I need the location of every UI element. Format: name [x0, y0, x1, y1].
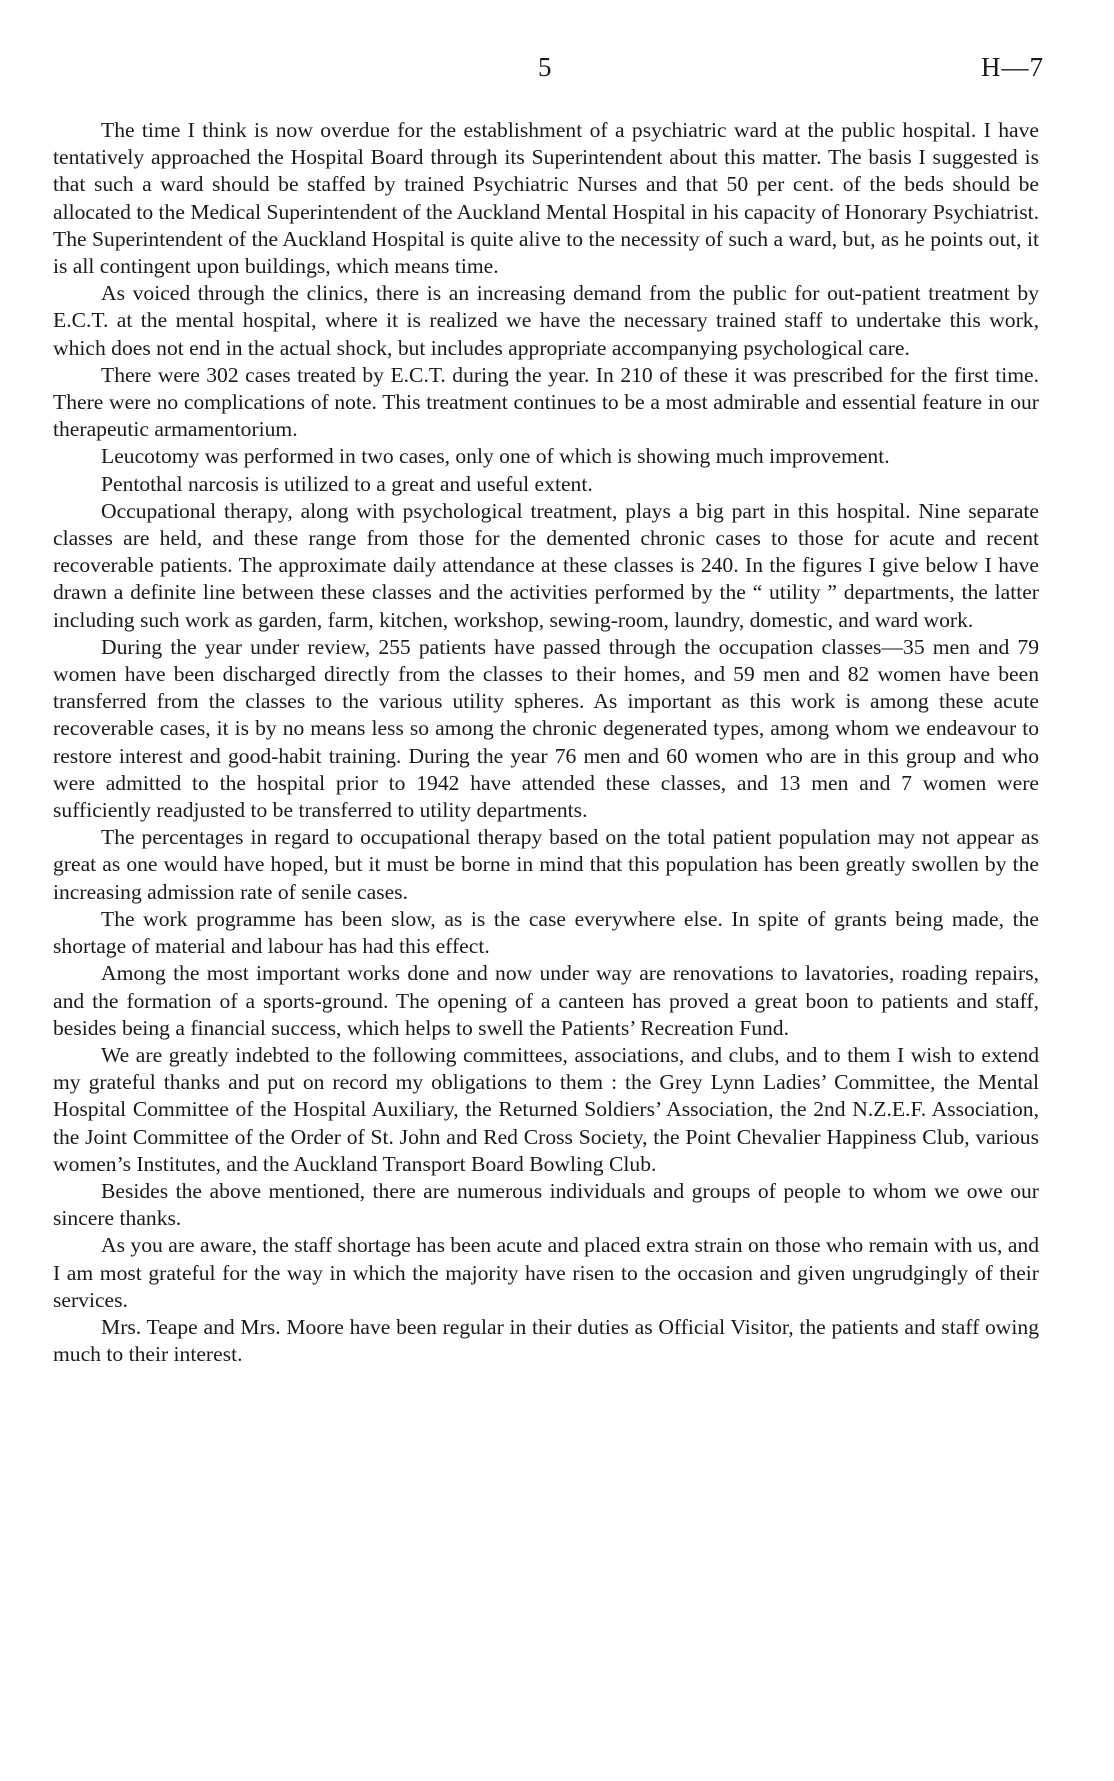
paragraph-ect-outpatient: As voiced through the clinics, there is an increasing demand from the public for out-patient treatment by E.C.T. at the mental hospital, where it is realized we have the necessary trained staff to undertake this work, which does not end in the actual shock, but includes appropriate accompanying psychological care.: [53, 281, 1039, 360]
paragraph-ect-cases: There were 302 cases treated by E.C.T. during the year. In 210 of these it was prescribed for the first time. There were no complications of note. This treatment continues to be a most admirable and essential feature in our therapeutic armamentorium.: [53, 362, 1039, 442]
page-header: [0, 52, 1114, 92]
paragraph-occupation-classes: During the year under review, 255 patients have passed through the occupation classes—35 men and 79 women have been discharged directly from the classes to their homes, and 59 men and 82 women have been transferred from the classes to the various utility spheres. As important as this work is among these acute recoverable cases, it is by no means less so among the chronic degenerated types, among whom we endeavour to restore interest and good-habit training. During the year 76 men and 60 women who are in this group and who were admitted to the hospital prior to 1942 have attended these classes, and 13 men and 7 women were sufficiently readjusted to be transferred to utility departments.: [53, 634, 1039, 823]
page-number: 5: [538, 52, 552, 82]
paragraph-works-done: Among the most important works done and now under way are renovations to lavatories, roading repairs, and the formation of a sports-ground. The opening of a canteen has proved a great boon to patients and staff, besides being a financial success, which helps to swell the Patients’ Recreation Fund.: [53, 961, 1039, 1040]
paragraph-other-thanks: Besides the above mentioned, there are numerous individuals and groups of people to whom we owe our sincere thanks.: [53, 1178, 1039, 1231]
paragraph-percentages: The percentages in regard to occupational therapy based on the total patient population may not appear as great as one would have hoped, but it must be borne in mind that this population has been greatly swollen by the increasing admission rate of senile cases.: [53, 825, 1039, 904]
paragraph-psychiatric-ward: The time I think is now overdue for the establishment of a psychiatric ward at the public hospital. I have tentatively approached the Hospital Board through its Superintendent about this matter. The basis I suggested is that such a ward should be staffed by trained Psychiatric Nurses and that 50 per cent. of the beds should be allocated to the Medical Superintendent of the Auckland Mental Hospital in his capacity of Honorary Psychiatrist. The Superintendent of the Auckland Hospital is quite alive to the necessity of such a ward, but, as he points out, it is all contingent upon buildings, which means time.: [53, 118, 1039, 279]
paragraph-occupational-therapy: Occupational therapy, along with psychological treatment, plays a big part in this hospital. Nine separate classes are held, and these range from those for the demented chronic cases to those for acute and recent recoverable patients. The approximate daily attendance at these classes is 240. In the figures I give below I have drawn a definite line between these classes and the activities performed by the “ utility ” departments, the latter including such work as garden, farm, kitchen, workshop, sewing-room, laundry, domestic, and ward work.: [53, 498, 1039, 632]
paragraph-staff-shortage: As you are aware, the staff shortage has been acute and placed extra strain on those who remain with us, and I am most grateful for the way in which the majority have risen to the occasion and given ungrudgingly of their services.: [53, 1233, 1039, 1312]
paragraph-leucotomy: Leucotomy was performed in two cases, only one of which is showing much improvement.: [101, 444, 890, 469]
body-text: [53, 117, 1039, 1368]
document-code: H—7: [981, 52, 1044, 82]
paragraph-acknowledgements: We are greatly indebted to the following committees, associations, and clubs, and to them I wish to extend my grateful thanks and put on record my obligations to them : the Grey Lynn Ladies’ Committee, the Mental Hospital Committee of the Hospital Auxiliary, the Returned Soldiers’ Association, the 2nd N.Z.E.F. Association, the Joint Committee of the Order of St. John and Red Cross Society, the Point Chevalier Happiness Club, various women’s Institutes, and the Auckland Transport Board Bowling Club.: [53, 1042, 1039, 1176]
paragraph-pentothal: Pentothal narcosis is utilized to a great and useful extent.: [101, 471, 593, 496]
paragraph-work-programme: The work programme has been slow, as is the case everywhere else. In spite of grants being made, the shortage of material and labour has had this effect.: [53, 906, 1039, 959]
paragraph-official-visitors: Mrs. Teape and Mrs. Moore have been regular in their duties as Official Visitor, the patients and staff owing much to their interest.: [53, 1314, 1039, 1367]
